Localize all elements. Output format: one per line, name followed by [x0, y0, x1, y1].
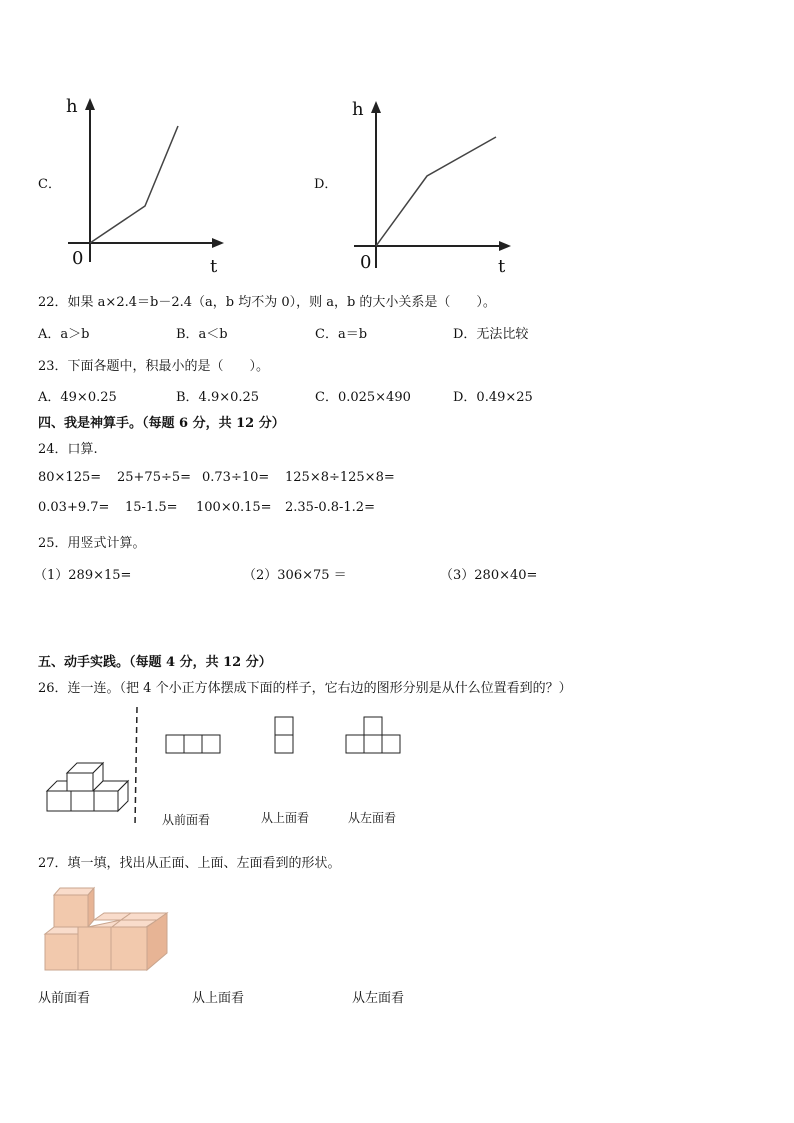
origin-label: 0	[360, 252, 372, 273]
mental-math-item: 2.35-0.8-1.2=	[285, 500, 375, 515]
q23-option-d[interactable]: D．0.49×25	[453, 390, 533, 405]
q27-view-label-left: 从左面看	[352, 991, 405, 1006]
option-d-label: D．	[314, 177, 338, 192]
mental-math-item: 80×125=	[38, 470, 102, 485]
vertical-calc-item-1: （1）289×15=	[34, 568, 132, 583]
vertical-calc-item-2: （2）306×75 ＝	[243, 568, 347, 583]
mental-math-item: 0.03+9.7=	[38, 500, 110, 515]
q26-view-label-left: 从左面看	[348, 811, 397, 825]
question-27-stem: 27．填一填，找出从正面、上面、左面看到的形状。	[38, 856, 341, 871]
question-25-stem: 25．用竖式计算。	[38, 536, 146, 551]
x-axis-label: t	[498, 256, 506, 277]
vertical-calc-item-3: （3）280×40=	[440, 568, 538, 583]
mental-math-item: 25+75÷5=	[117, 470, 192, 485]
question-23-stem: 23．下面各题中，积最小的是（ ）。	[38, 359, 270, 374]
question-22-stem: 22．如果 a×2.4＝b－2.4（a，b 均不为 0），则 a，b 的大小关系是（ ）。	[38, 295, 496, 310]
q27-view-label-front: 从前面看	[38, 991, 91, 1006]
q26-view-label-front: 从前面看	[162, 813, 211, 827]
origin-label: 0	[72, 248, 84, 269]
q22-option-d[interactable]: D．无法比较	[453, 327, 529, 342]
q23-option-c[interactable]: C．0.025×490	[315, 390, 411, 405]
q23-option-b[interactable]: B．4.9×0.25	[176, 390, 260, 405]
question-26-stem: 26．连一连。（把 4 个小正方体摆成下面的样子，它右边的图形分别是从什么位置看到的？）	[38, 681, 572, 696]
mental-math-item: 0.73÷10=	[202, 470, 270, 485]
q22-option-b[interactable]: B．a＜b	[176, 327, 228, 342]
mental-math-item: 100×0.15=	[196, 500, 272, 515]
q23-option-a[interactable]: A．49×0.25	[38, 390, 117, 405]
x-axis-label: t	[210, 256, 218, 277]
q22-option-a[interactable]: A．a＞b	[38, 327, 90, 342]
option-c-label: C．	[38, 177, 61, 192]
y-axis-label: h	[352, 99, 364, 120]
section-4-heading: 四、我是神算手。（每题 6 分，共 12 分）	[38, 416, 285, 431]
q22-option-c[interactable]: C．a＝b	[315, 327, 368, 342]
q27-view-label-top: 从上面看	[192, 991, 245, 1006]
section-5-heading: 五、动手实践。（每题 4 分，共 12 分）	[38, 655, 272, 670]
q26-view-label-top: 从上面看	[261, 811, 310, 825]
mental-math-item: 125×8÷125×8=	[285, 470, 395, 485]
y-axis-label: h	[66, 96, 78, 117]
mental-math-item: 15-1.5=	[125, 500, 178, 515]
question-24-stem: 24．口算.	[38, 442, 98, 457]
